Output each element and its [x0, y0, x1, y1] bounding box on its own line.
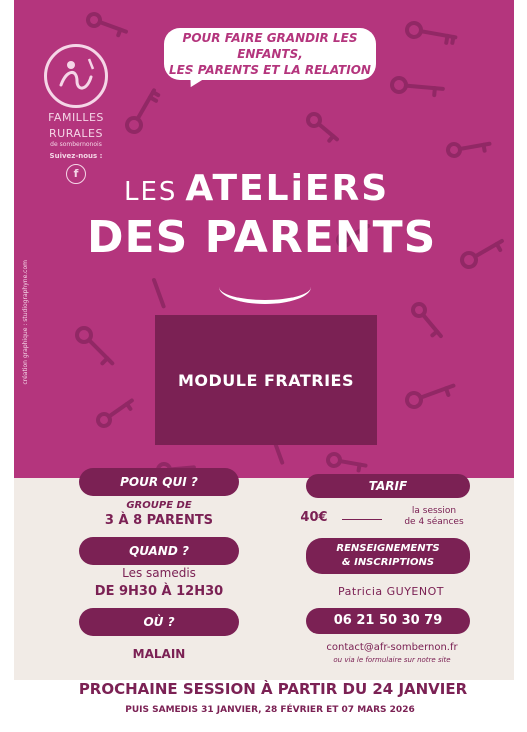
quand-label: QUAND ?	[129, 544, 189, 558]
tagline-bubble	[164, 28, 376, 80]
next-session-dates: PUIS SAMEDIS 31 JANVIER, 28 FÉVRIER ET 07 MARS 2026	[125, 705, 415, 715]
title-les: LES	[124, 177, 178, 207]
pour-qui-line1: GROUPE DE	[126, 500, 192, 511]
tagline-line2: LES PARENTS ET LA RELATION	[169, 63, 371, 77]
tarif-pill	[306, 474, 470, 498]
flyer	[14, 0, 514, 680]
quand-line1: Les samedis	[122, 566, 196, 580]
renseignements-pill	[306, 538, 470, 574]
tarif-label: TARIF	[368, 479, 408, 493]
title-ateliers: ATELiERS	[185, 168, 390, 209]
ou-value: MALAIN	[132, 647, 186, 661]
next-session-heading: PROCHAINE SESSION À PARTIR DU 24 JANVIER	[78, 680, 468, 698]
ou-pill	[79, 608, 239, 636]
renseignements-line1: RENSEIGNEMENTS	[336, 543, 440, 554]
phone-number: 06 21 50 30 79	[333, 613, 443, 628]
quand-line2: DE 9H30 À 12H30	[94, 584, 224, 599]
contact-note: ou via le formulaire sur notre site	[333, 656, 451, 664]
module-box	[155, 315, 377, 445]
quand-pill	[79, 537, 239, 565]
tarif-price: 40€	[300, 510, 328, 525]
pour-qui-pill	[79, 468, 239, 496]
tarif-desc2: de 4 séances	[404, 517, 464, 527]
logo-emblem-icon	[44, 44, 108, 108]
renseignements-line2: & INSCRIPTIONS	[341, 557, 435, 568]
logo	[42, 44, 110, 194]
contact-name: Patricia GUYENOT	[338, 585, 444, 598]
tagline-line1: POUR FAIRE GRANDIR LES ENFANTS,	[182, 31, 358, 61]
contact-email[interactable]: contact@afr-sombernon.fr	[326, 642, 458, 653]
header-panel	[14, 0, 514, 478]
ou-label: OÙ ?	[143, 615, 175, 629]
logo-name-line1: FAMILLES	[48, 111, 104, 124]
design-credit: création graphique : studiographyne.com	[22, 260, 29, 385]
follow-label: Suivez-nous :	[49, 152, 103, 160]
facebook-icon[interactable]: f	[66, 164, 86, 184]
pour-qui-label: POUR QUI ?	[120, 475, 198, 489]
module-label: MODULE FRATRIES	[177, 370, 355, 390]
title-line1	[124, 168, 389, 209]
title-line2: DES PARENTS	[87, 212, 437, 263]
smile-decoration	[219, 270, 311, 304]
logo-name-line2: RURALES	[49, 127, 103, 140]
logo-sub: de sombernonois	[50, 141, 102, 148]
tarif-dash	[342, 519, 382, 520]
tarif-desc1: la session	[411, 506, 457, 516]
phone-pill[interactable]	[306, 608, 470, 634]
pour-qui-line2: 3 À 8 PARENTS	[104, 513, 214, 528]
